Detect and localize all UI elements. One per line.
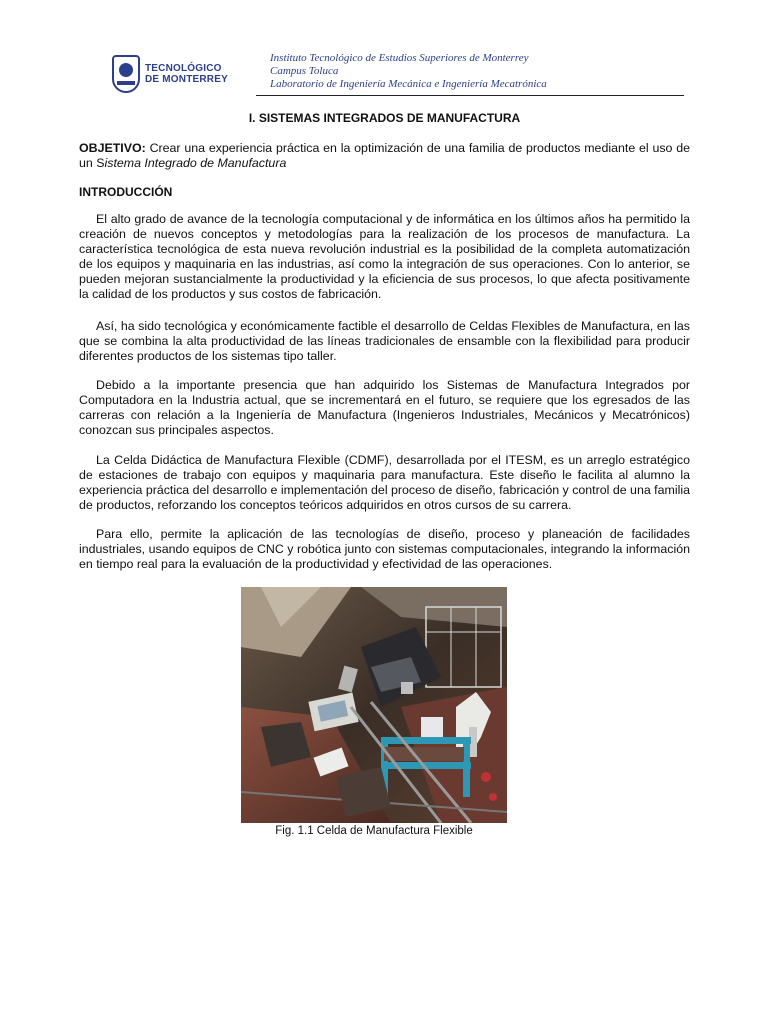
section-heading: INTRODUCCIÓN bbox=[79, 185, 173, 199]
institution-logo bbox=[112, 52, 252, 96]
page-header bbox=[270, 52, 547, 91]
intro-paragraph-4: La Celda Didáctica de Manufactura Flexible (CDMF), desarrollada por el ITESM, es un arreglo estratégico de estaciones de trabajo con equipos y maquinaria para manufactura. Este diseño le facilita al alumno la experiencia práctica del desarrollo e implementación del proceso de diseño, fabricación y control de una familia de productos, reforzando los conceptos teóricos adquiridos en otros cursos de su carrera. bbox=[79, 453, 690, 512]
intro-paragraph-1: El alto grado de avance de la tecnología computacional y de informática en los últimos años ha permitido la creación de nuevos conceptos y metodologías para la realización de los procesos de manufactura. La característica tecnológica de esta nueva revolución industrial es la posibilidad de la completa automatización de los equipos y maquinaria en las industrias, así como la integración de sus operaciones. Con lo anterior, se pueden mejoran sustancialmente la productividad y la eficiencia de sus procesos, lo que afecta positivamente la calidad de los productos y sus costos de fabricación. bbox=[79, 212, 690, 301]
figure-caption: Fig. 1.1 Celda de Manufactura Flexible bbox=[275, 825, 473, 837]
objective-paragraph bbox=[79, 141, 690, 171]
header-divider bbox=[256, 95, 684, 96]
header-campus: Campus Toluca bbox=[270, 65, 339, 77]
logo-line-2: DE MONTERREY bbox=[145, 74, 228, 85]
document-title: I. SISTEMAS INTEGRADOS DE MANUFACTURA bbox=[248, 111, 521, 125]
objective-text: Crear una experiencia práctica en la optimización de una familia de productos mediante el uso de un S bbox=[79, 141, 690, 170]
logo-text bbox=[145, 63, 228, 85]
seal-icon bbox=[112, 55, 140, 93]
logo-line-1: TECNOLÓGICO bbox=[145, 63, 222, 74]
header-institute: Instituto Tecnológico de Estudios Superiores de Monterrey bbox=[270, 52, 529, 64]
header-lab: Laboratorio de Ingeniería Mecánica e Ingeniería Mecatrónica bbox=[270, 78, 547, 90]
intro-paragraph-2: Así, ha sido tecnológica y económicamente factible el desarrollo de Celdas Flexibles de Manufactura, en las que se combina la alta productividad de las líneas tradicionales de ensamble con la flexibilidad para producir diferentes productos de los sistemas tipo taller. bbox=[79, 319, 690, 363]
objective-italic: istema Integrado de Manufactura bbox=[104, 156, 287, 170]
objective-label: OBJETIVO: bbox=[79, 141, 146, 155]
photo-illustration bbox=[241, 587, 507, 823]
manufacturing-cell-photo bbox=[241, 587, 507, 823]
intro-paragraph-5: Para ello, permite la aplicación de las tecnologías de diseño, proceso y planeación de facilidades industriales, usando equipos de CNC y robótica junto con sistemas computacionales, integrando la información en tiempo real para la evaluación de la productividad y efectividad de las operaciones. bbox=[79, 527, 690, 571]
intro-paragraph-3: Debido a la importante presencia que han adquirido los Sistemas de Manufactura Integrados por Computadora en la Industria actual, que se incrementará en el futuro, se requiere que los egresados de las carreras con relación a la Ingeniería de Manufactura (Ingenieros Industriales, Mecánicos y Mecatrónicos) conozcan sus principales aspectos. bbox=[79, 378, 690, 437]
